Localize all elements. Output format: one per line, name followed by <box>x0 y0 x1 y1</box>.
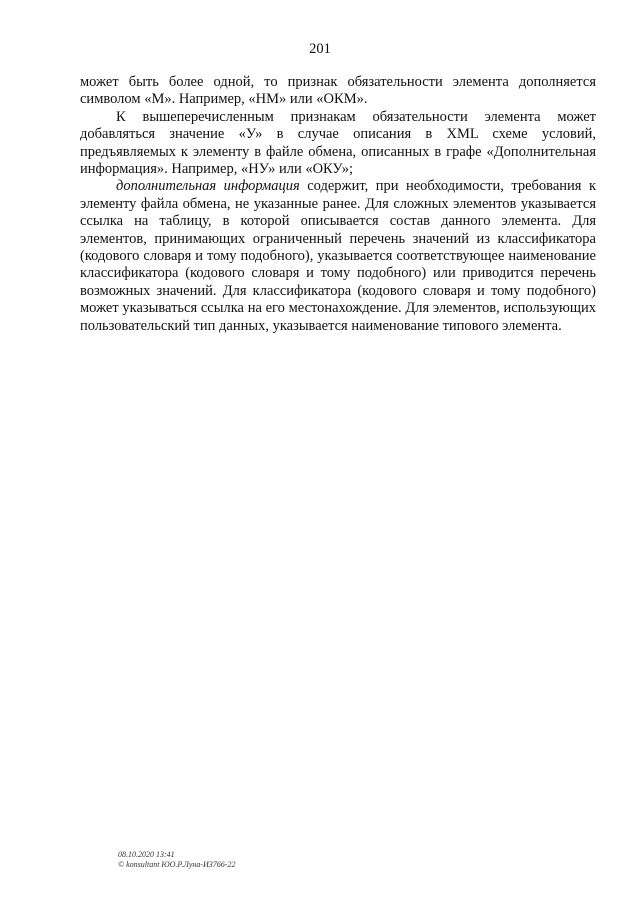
additional-info-text: содержит, при необходимости, требования к элементу файла обмена, не указанные ранее. Для сложных элементов указывается ссылка на таблицу, в которой описывается состав данного элемента. Для элементов, принимающих ограниченный перечень значений из классификатора (кодового словаря и тому подобного), указывается соответствующее наименование классификатора (кодового словаря и тому подобного) или приводится перечень возможных значений. Для классификатора (кодового словаря и тому подобного) может указываться ссылка на его местонахождение. Для элементов, использующих пользовательский тип данных, указывается наименование типового элемента. <box>80 178 596 334</box>
document-body <box>80 74 596 335</box>
footer-date: 08.10.2020 13:41 <box>118 850 175 859</box>
footer-reference: © konsultant ЮО.Р.Луна-И3766-22 <box>118 860 236 869</box>
paragraph-obligation-flags: К вышеперечисленным признакам обязательности элемента может добавляться значение «У» в случае описания в XML схеме условий, предъявляемых к элементу в файле обмена, описанных в графе «Дополнительная информация». Например, «НУ» или «ОКУ»; <box>80 108 596 178</box>
page-number: 201 <box>309 41 331 57</box>
paragraph-additional-info <box>80 178 596 335</box>
footer-stamp <box>118 850 235 870</box>
term-additional-info: дополнительная информация <box>116 178 300 195</box>
paragraph-continuation: может быть более одной, то признак обязательности элемента дополняется символом «М». Например, «НМ» или «ОКМ». <box>80 74 596 108</box>
